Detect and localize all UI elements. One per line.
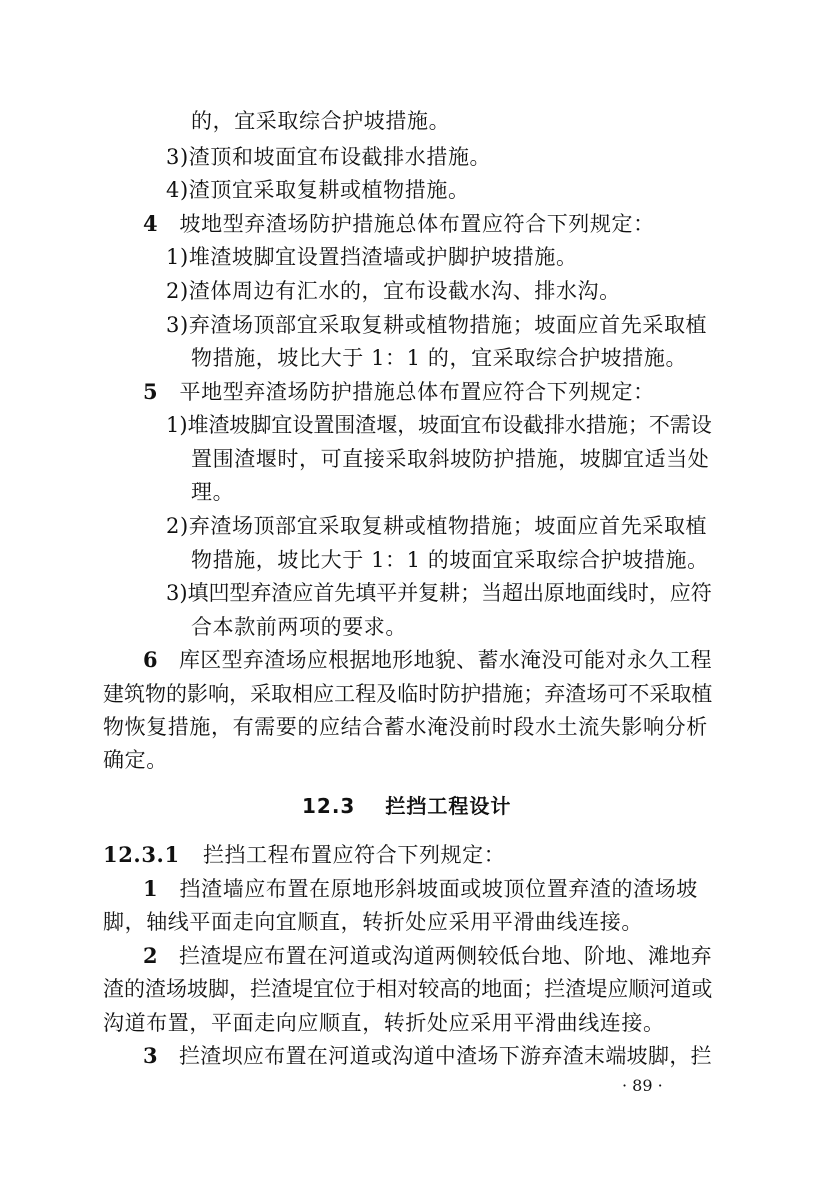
text-line: 3)渣顶和坡面宜布设截排水措施。 [166, 145, 492, 169]
text-line: 置围渣堰时，可直接采取斜坡防护措施，坡脚宜适当处 [191, 447, 710, 471]
text-line: 沟道布置，平面走向应顺直，转折处应采用平滑曲线连接。 [103, 1011, 665, 1035]
text-line: 1)堆渣坡脚宜设置挡渣墙或护脚护坡措施。 [166, 245, 578, 269]
item-number: 6 [143, 647, 158, 672]
item-text: 平地型弃渣场防护措施总体布置应符合下列规定： [179, 380, 655, 404]
list-item [143, 1042, 712, 1070]
text-line: 渣的渣场坡脚，拦渣堤宜位于相对较高的地面；拦渣堤应顺河道或 [103, 977, 713, 1001]
page-number: · 89 · [622, 1076, 663, 1095]
text-line: 3)弃渣场顶部宜采取复耕或植物措施；坡面应首先采取植 [166, 313, 708, 337]
item-text: 挡渣墙应布置在原地形斜坡面或坡顶位置弃渣的渣场坡 [179, 877, 698, 901]
text-line: 4)渣顶宜采取复耕或植物措施。 [166, 178, 470, 202]
section-title: 拦挡工程设计 [385, 794, 512, 818]
list-item [143, 942, 712, 970]
item-text: 拦渣堤应布置在河道或沟道两侧较低台地、阶地、滩地弃 [178, 944, 712, 968]
text-line: 2)渣体周边有汇水的，宜布设截水沟、排水沟。 [166, 279, 621, 303]
text-line: 确定。 [103, 748, 168, 772]
list-item [143, 646, 712, 674]
text-line: 脚，轴线平面走向宜顺直，转折处应采用平滑曲线连接。 [103, 910, 643, 934]
section-number: 12.3 [302, 794, 356, 818]
clause [103, 841, 505, 869]
clause-number: 12.3.1 [103, 842, 180, 867]
item-number: 5 [143, 379, 159, 404]
text-line: 1)堆渣坡脚宜设置围渣堰，坡面宜布设截排水措施；不需设 [166, 413, 712, 437]
text-line: 的，宜采取综合护坡措施。 [191, 109, 451, 133]
item-text: 库区型弃渣场应根据地形地貌、蓄水淹没可能对永久工程 [178, 648, 712, 672]
list-item [143, 378, 655, 406]
text-line: 2)弃渣场顶部宜采取复耕或植物措施；坡面应首先采取植 [166, 514, 708, 538]
text-line: 物措施，坡比大于 1：1 的坡面宜采取综合护坡措施。 [191, 548, 709, 572]
item-text: 坡地型弃渣场防护措施总体布置应符合下列规定： [179, 212, 655, 236]
section-heading [302, 792, 511, 820]
item-number: 4 [143, 211, 159, 236]
item-number: 3 [143, 1043, 158, 1068]
text-line: 理。 [191, 480, 235, 504]
text-line: 物措施，坡比大于 1：1 的，宜采取综合护坡措施。 [191, 346, 688, 370]
list-item [143, 210, 655, 238]
item-text: 拦渣坝应布置在河道或沟道中渣场下游弃渣末端坡脚，拦 [178, 1044, 712, 1068]
clause-text: 拦挡工程布置应符合下列规定： [202, 843, 506, 867]
item-number: 2 [143, 943, 158, 968]
text-line: 物恢复措施，有需要的应结合蓄水淹没前时段水土流失影响分析 [103, 715, 708, 739]
item-number: 1 [143, 876, 159, 901]
text-line: 建筑物的影响，采取相应工程及临时防护措施；弃渣场可不采取植 [103, 682, 713, 706]
text-line: 3)填凹型弃渣应首先填平并复耕；当超出原地面线时，应符 [166, 581, 712, 605]
text-line: 合本款前两项的要求。 [191, 615, 407, 639]
list-item [143, 875, 698, 903]
